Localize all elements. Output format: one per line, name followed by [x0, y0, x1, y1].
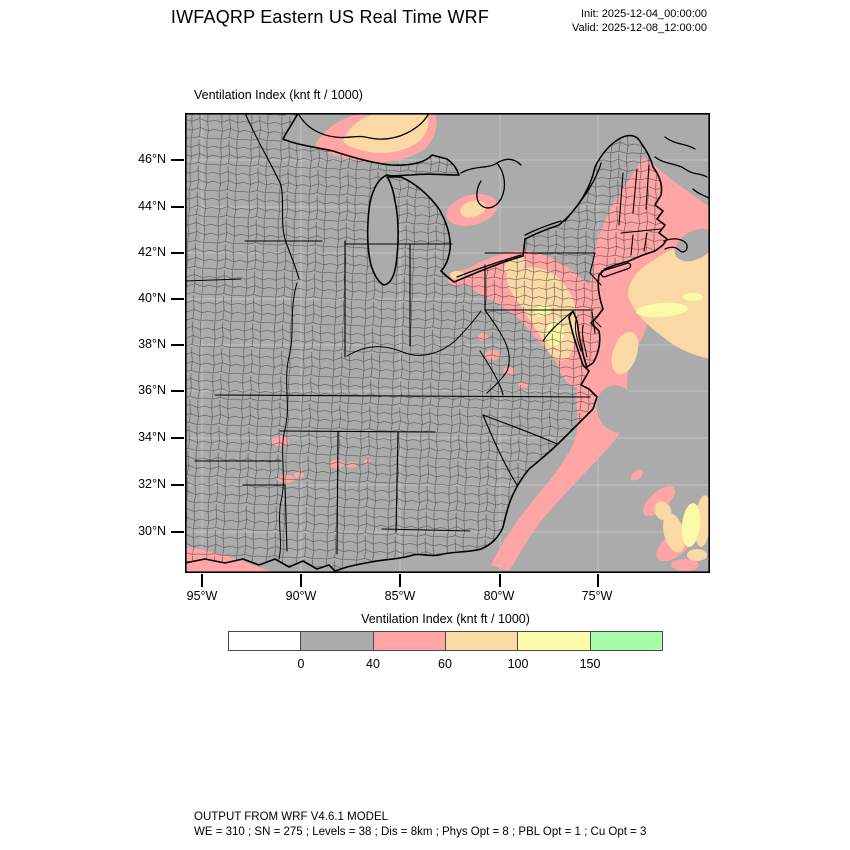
lat-tick-label: 34°N — [138, 430, 166, 444]
lon-tick-label: 75°W — [581, 589, 613, 603]
lon-tick — [499, 574, 501, 587]
legend-swatch-below-0 — [229, 632, 301, 650]
legend-tick-label: 60 — [438, 657, 452, 671]
legend-swatch-above-150 — [591, 632, 662, 650]
map-canvas — [185, 113, 710, 573]
lat-tick — [171, 437, 184, 439]
legend-swatch-0-40 — [301, 632, 373, 650]
lat-tick-label: 30°N — [138, 524, 166, 538]
lat-tick — [171, 298, 184, 300]
lat-tick — [171, 390, 184, 392]
footer-line2: WE = 310 ; SN = 275 ; Levels = 38 ; Dis = 8km ; Phys Opt = 8 ; PBL Opt = 1 ; Cu Opt = 3 — [194, 826, 647, 838]
lon-tick-label: 90°W — [285, 589, 317, 603]
lon-tick — [597, 574, 599, 587]
lat-tick-label: 36°N — [138, 383, 166, 397]
lon-tick-label: 95°W — [186, 589, 218, 603]
legend-title: Ventilation Index (knt ft / 1000) — [361, 612, 530, 626]
valid-time: Valid: 2025-12-08_12:00:00 — [572, 22, 707, 34]
legend-tick-label: 150 — [579, 657, 601, 671]
legend-tick-label: 0 — [297, 657, 305, 671]
field-label: Ventilation Index (knt ft / 1000) — [194, 88, 363, 102]
lat-tick — [171, 484, 184, 486]
wrf-map — [185, 113, 710, 573]
legend-swatch-100-150 — [518, 632, 590, 650]
lat-tick-label: 46°N — [138, 152, 166, 166]
lon-tick-label: 85°W — [384, 589, 416, 603]
lon-tick — [201, 574, 203, 587]
lat-tick — [171, 159, 184, 161]
legend-tick-label: 40 — [366, 657, 380, 671]
lat-tick — [171, 531, 184, 533]
page-title: IWFAQRP Eastern US Real Time WRF — [170, 7, 490, 27]
footer-line1: OUTPUT FROM WRF V4.6.1 MODEL — [194, 811, 389, 823]
lat-tick-label: 42°N — [138, 245, 166, 259]
lat-tick-label: 40°N — [138, 291, 166, 305]
lat-tick-label: 44°N — [138, 199, 166, 213]
lat-tick — [171, 252, 184, 254]
legend-swatch-40-60 — [374, 632, 446, 650]
lon-tick — [300, 574, 302, 587]
legend-tick-label: 100 — [507, 657, 529, 671]
run-times — [572, 7, 707, 35]
legend-colorbar — [228, 631, 663, 651]
lat-tick-label: 38°N — [138, 337, 166, 351]
lat-tick-label: 32°N — [138, 477, 166, 491]
init-time: Init: 2025-12-04_00:00:00 — [581, 8, 707, 20]
lat-tick — [171, 344, 184, 346]
lon-tick-label: 80°W — [483, 589, 515, 603]
lat-tick — [171, 206, 184, 208]
model-footer — [194, 810, 646, 840]
lon-tick — [399, 574, 401, 587]
legend-swatch-60-100 — [446, 632, 518, 650]
